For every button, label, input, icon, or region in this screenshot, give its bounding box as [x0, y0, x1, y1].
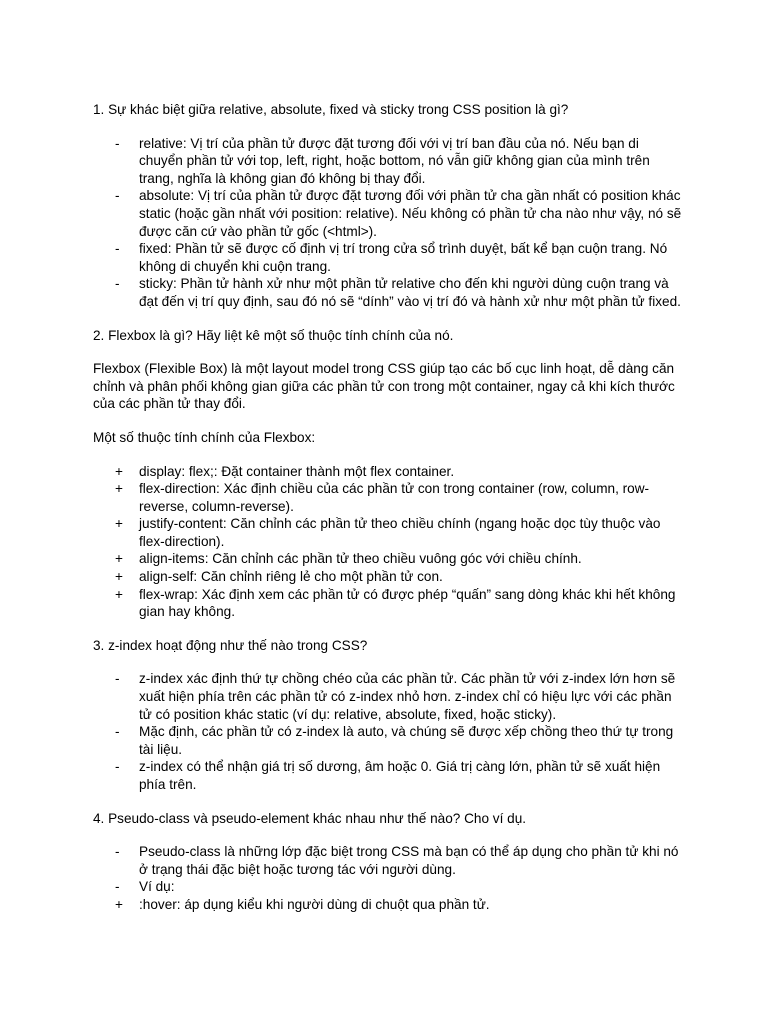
- list-item-text: Ví dụ:: [139, 879, 175, 895]
- list-item-text: Pseudo-class là những lớp đặc biệt trong CSS mà bạn có thể áp dụng cho phần tử khi nó ở trạng thái đặc biệt hoặc tương tác với người dùng.: [139, 844, 679, 877]
- bullet-marker: -: [115, 724, 120, 740]
- list-item: [93, 463, 683, 481]
- bullet-marker: -: [115, 844, 120, 860]
- list-item: [93, 240, 683, 275]
- question-heading: 3. z-index hoạt động như thế nào trong CSS?: [93, 637, 368, 653]
- list-item-text: flex-direction: Xác định chiều của các phần tử con trong container (row, column, row-reverse, column-reverse).: [139, 481, 650, 514]
- paragraph: Một số thuộc tính chính của Flexbox:: [93, 429, 316, 445]
- bullet-marker: +: [115, 481, 123, 497]
- list-item: [93, 670, 683, 723]
- bullet-marker: +: [115, 569, 123, 585]
- list-item: [93, 723, 683, 758]
- list-item-text: :hover: áp dụng kiểu khi người dùng di chuột qua phần tử.: [139, 896, 490, 912]
- question-heading: 4. Pseudo-class và pseudo-element khác nhau như thế nào? Cho ví dụ.: [93, 810, 527, 826]
- list-item: [93, 187, 683, 240]
- list-item: [93, 550, 683, 568]
- list-item-text: align-self: Căn chỉnh riêng lẻ cho một phần tử con.: [139, 569, 443, 585]
- list-item-text: absolute: Vị trí của phần tử được đặt tương đối với phần tử cha gần nhất có position khác static (hoặc gần nhất với position: relative). Nếu không có phần tử cha nào như vậy, nó sẽ được căn cứ vào phần tử gốc (<html>).: [139, 188, 682, 239]
- section-z-index: [93, 637, 683, 794]
- bullet-marker: -: [115, 188, 120, 204]
- paragraph: Flexbox (Flexible Box) là một layout model trong CSS giúp tạo các bố cục linh hoạt, dễ dàng căn chỉnh và phân phối không gian giữa các phần tử con trong một container, ngay cả khi kích thước của các phần tử thay đổi.: [93, 361, 675, 412]
- list-item-text: justify-content: Căn chỉnh các phần tử theo chiều chính (ngang hoặc dọc tùy thuộc vào flex-direction).: [139, 516, 661, 549]
- list-item: [93, 878, 683, 896]
- bullet-marker: +: [115, 516, 123, 532]
- bullet-marker: +: [115, 551, 123, 567]
- bullet-marker: -: [115, 241, 120, 257]
- list-item-text: z-index có thể nhận giá trị số dương, âm hoặc 0. Giá trị càng lớn, phần tử sẽ xuất hiện phía trên.: [139, 759, 661, 792]
- list-item: [93, 843, 683, 878]
- bullet-marker: -: [115, 276, 120, 292]
- section-pseudo: [93, 810, 683, 914]
- list-item-text: align-items: Căn chỉnh các phần tử theo chiều vuông góc với chiều chính.: [139, 551, 582, 567]
- list-item: [93, 135, 683, 188]
- bullet-marker: -: [115, 135, 120, 151]
- section-position: [93, 101, 683, 311]
- bullet-list: [93, 463, 683, 621]
- bullet-list: [93, 843, 683, 913]
- list-item-text: z-index xác định thứ tự chồng chéo của các phần tử. Các phần tử với z-index lớn hơn sẽ xuất hiện phía trên các phần tử có z-index nhỏ hơn. z-index chỉ có hiệu lực với các phần tử có position khác static (ví dụ: relative, absolute, fixed, hoặc sticky).: [139, 671, 676, 722]
- list-item-text: flex-wrap: Xác định xem các phần tử có được phép “quấn” sang dòng khác khi hết không gian hay không.: [139, 586, 676, 620]
- bullet-marker: +: [115, 586, 123, 602]
- document-page: [93, 101, 683, 930]
- list-item-text: display: flex;: Đặt container thành một flex container.: [139, 463, 455, 479]
- bullet-marker: -: [115, 759, 120, 775]
- list-item: [93, 275, 683, 310]
- list-item-text: Mặc định, các phần tử có z-index là auto, và chúng sẽ được xếp chồng theo thứ tự trong tài liệu.: [139, 724, 674, 757]
- bullet-list: [93, 670, 683, 793]
- list-item: [93, 758, 683, 793]
- list-item: [93, 586, 683, 621]
- bullet-marker: +: [115, 463, 123, 479]
- list-item: [93, 896, 683, 914]
- question-heading: 1. Sự khác biệt giữa relative, absolute, fixed và sticky trong CSS position là gì?: [93, 102, 569, 117]
- bullet-marker: -: [115, 671, 120, 687]
- list-item: [93, 515, 683, 550]
- list-item: [93, 480, 683, 515]
- bullet-list: [93, 135, 683, 311]
- bullet-marker: -: [115, 879, 120, 895]
- question-heading: 2. Flexbox là gì? Hãy liệt kê một số thuộc tính chính của nó.: [93, 327, 454, 343]
- list-item-text: sticky: Phần tử hành xử như một phần tử relative cho đến khi người dùng cuộn trang và đạt đến vị trí quy định, sau đó nó sẽ “dính” vào vị trí đó và hành xử như một phần tử fixed.: [139, 276, 681, 309]
- list-item: [93, 568, 683, 586]
- list-item-text: relative: Vị trí của phần tử được đặt tương đối với vị trí ban đầu của nó. Nếu bạn di chuyển phần tử với top, left, right, hoặc bottom, nó vẫn giữ không gian của mình trên trang, nghĩa là không gian đó không bị thay đổi.: [139, 135, 650, 186]
- list-item-text: fixed: Phần tử sẽ được cố định vị trí trong cửa sổ trình duyệt, bất kể bạn cuộn trang. Nó không di chuyển khi cuộn trang.: [139, 241, 668, 274]
- section-flexbox: [93, 327, 683, 621]
- bullet-marker: +: [115, 896, 123, 912]
